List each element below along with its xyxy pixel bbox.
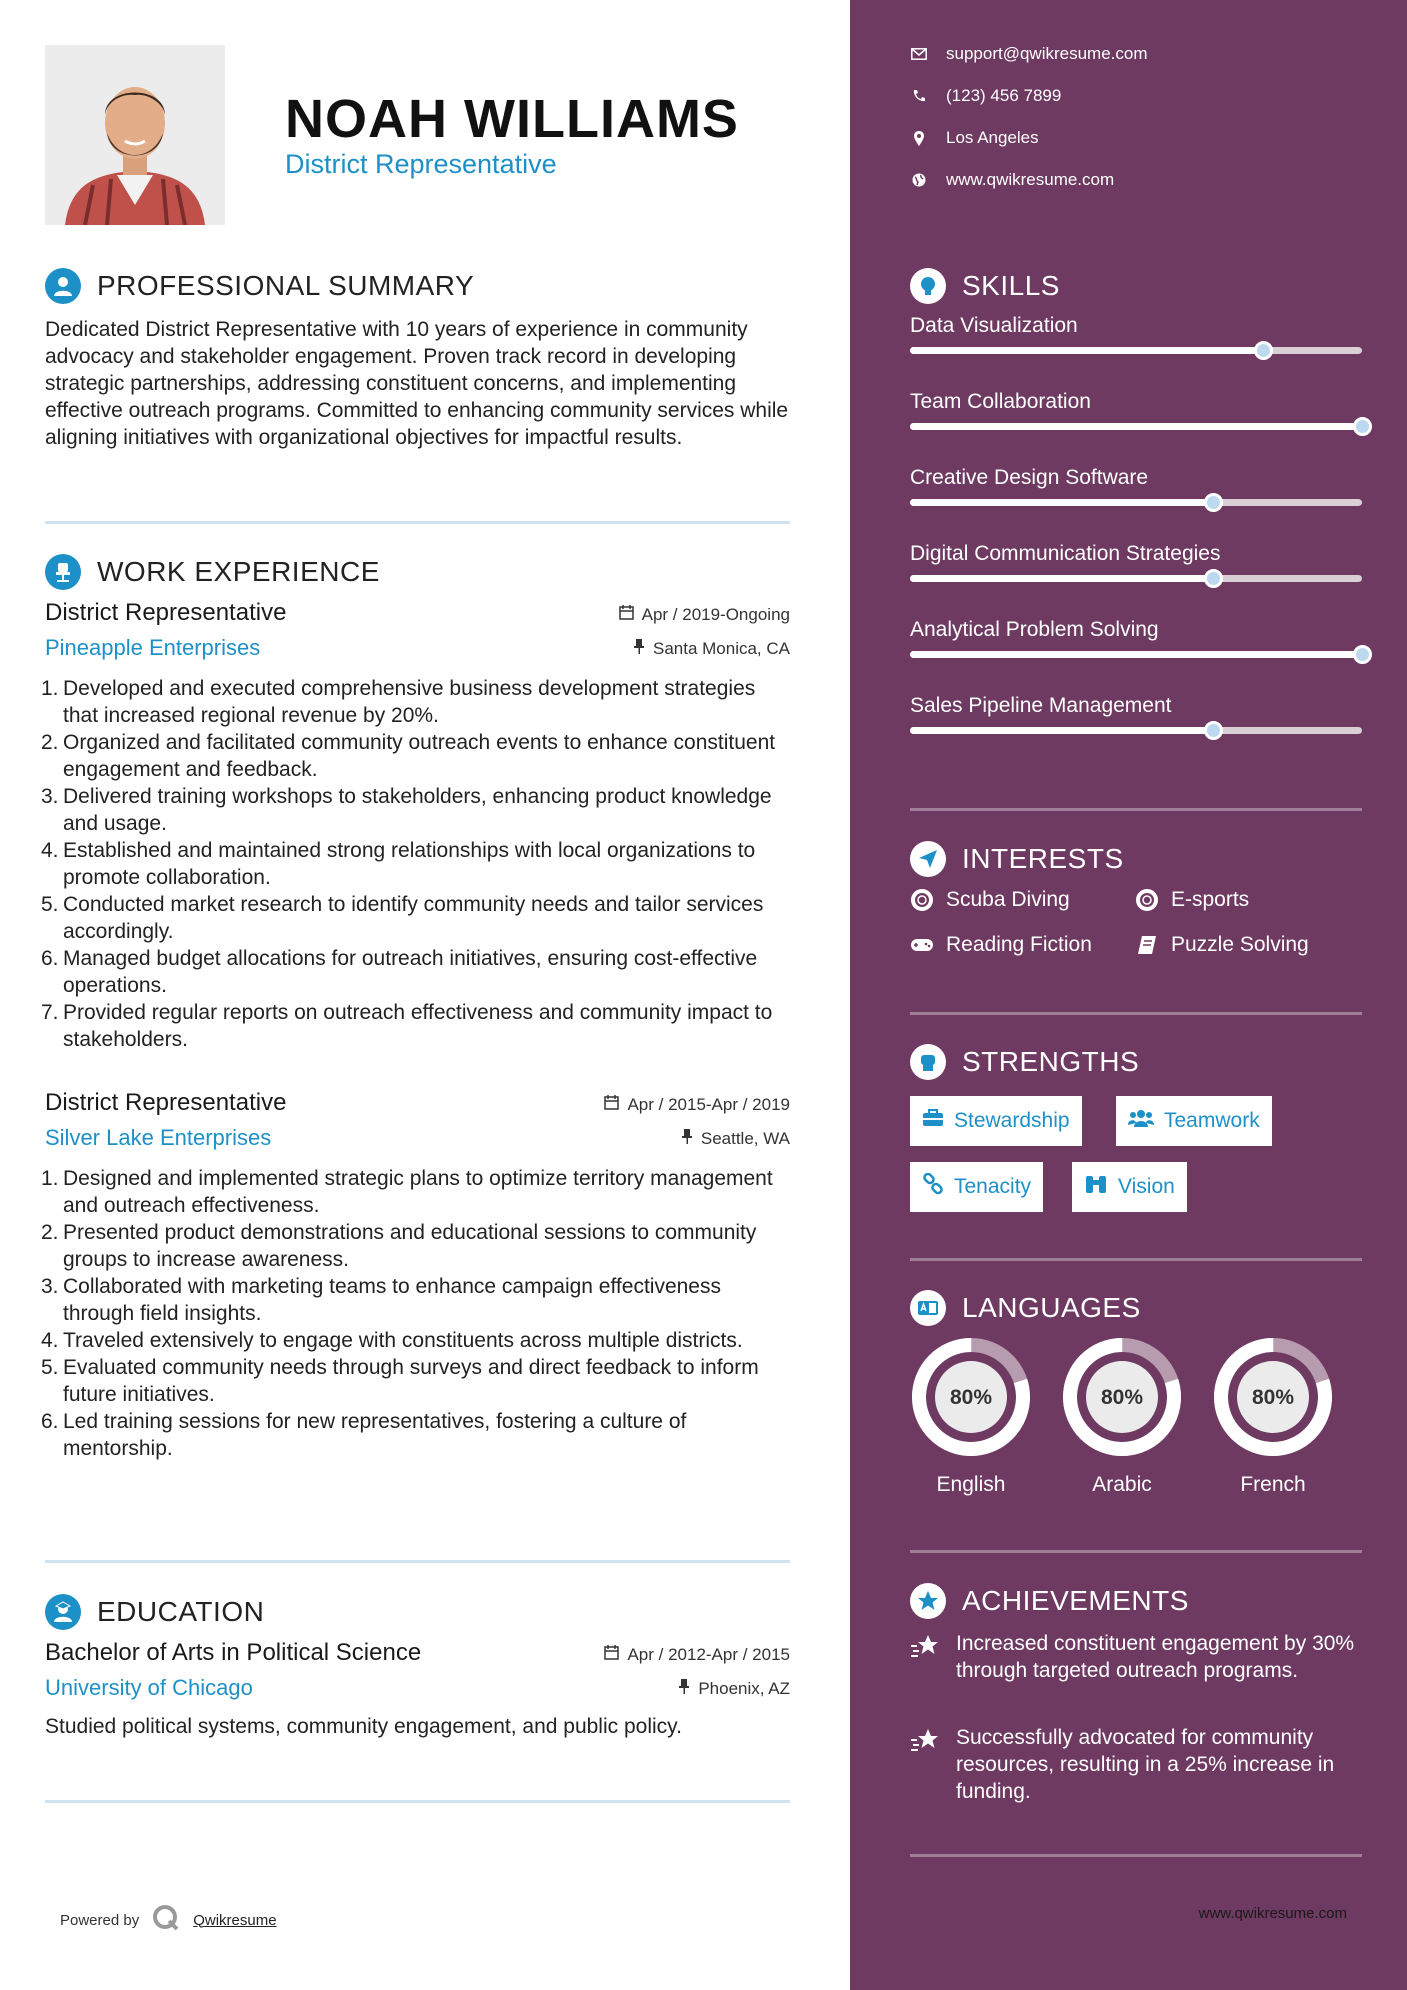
language-name: Arabic [1092, 1473, 1152, 1496]
interest-item: E-sports [1135, 888, 1249, 912]
job-entry [41, 1089, 790, 1462]
strength-chip: Stewardship [910, 1096, 1082, 1146]
phone-icon [910, 87, 928, 105]
job-entry [41, 599, 790, 1053]
book-icon [1135, 933, 1159, 957]
language-item [1061, 1336, 1183, 1497]
languages-heading: LANGUAGES [910, 1290, 1141, 1326]
graduate-icon [45, 1594, 81, 1630]
skill-name: Analytical Problem Solving [910, 618, 1159, 641]
profile-photo [45, 45, 225, 225]
job-date: Apr / 2019-Ongoing [619, 605, 790, 625]
job-location: Seattle, WA [681, 1129, 790, 1149]
school: University of Chicago [45, 1675, 253, 1700]
list-item: 7. Provided regular reports on outreach effectiveness and community impact to stakeholders. [41, 1001, 773, 1051]
section-divider [910, 1012, 1362, 1015]
gamepad-icon [910, 933, 934, 957]
list-item: 6. Managed budget allocations for outreach initiatives, ensuring cost-effective operations. [41, 947, 758, 997]
list-item: 2. Presented product demonstrations and educational sessions to community groups to increase awareness. [41, 1221, 757, 1271]
education-location: Phoenix, AZ [678, 1679, 790, 1699]
education-heading: EDUCATION [45, 1594, 264, 1630]
language-name: French [1240, 1473, 1306, 1496]
skill-item [910, 314, 1362, 338]
skill-item [910, 618, 1362, 642]
achievements-heading: ACHIEVEMENTS [910, 1583, 1189, 1619]
qwikresume-logo-icon [151, 1903, 181, 1937]
skill-bar-fill [910, 727, 1213, 734]
skill-bar [910, 499, 1362, 506]
section-divider [45, 1800, 790, 1803]
language-item [910, 1336, 1032, 1497]
section-divider [910, 1550, 1362, 1553]
star-icon [910, 1583, 946, 1619]
skill-slider-knob [1204, 493, 1223, 512]
skill-bar-fill [910, 499, 1213, 506]
job-role: District Representative [45, 599, 287, 626]
skill-bar-fill [910, 651, 1362, 658]
list-item: 4. Traveled extensively to engage with constituents across multiple districts. [41, 1329, 743, 1352]
skill-bar [910, 347, 1362, 354]
pin-icon [681, 1129, 693, 1149]
list-item: 5. Conducted market research to identify community needs and tailor services accordingly. [41, 893, 764, 943]
globe-icon [910, 171, 928, 189]
skill-name: Sales Pipeline Management [910, 694, 1172, 717]
section-divider [910, 1258, 1362, 1261]
language-progress-ring [1212, 1336, 1334, 1458]
envelope-icon [910, 45, 928, 63]
skill-name: Digital Communication Strategies [910, 542, 1221, 565]
map-marker-icon [910, 129, 928, 147]
section-divider [45, 521, 790, 524]
shooting-star-icon [910, 1728, 942, 1805]
skill-bar [910, 423, 1362, 430]
education-description: Studied political systems, community engagement, and public policy. [45, 1715, 682, 1738]
skill-item [910, 466, 1362, 490]
lifebuoy-icon [910, 888, 934, 912]
job-company: Silver Lake Enterprises [45, 1125, 272, 1150]
degree: Bachelor of Arts in Political Science [45, 1639, 422, 1666]
skill-item [910, 390, 1362, 414]
skill-name: Team Collaboration [910, 390, 1091, 413]
sidebar [850, 0, 1407, 1990]
skill-bar-fill [910, 347, 1263, 354]
language-progress-ring [910, 1336, 1032, 1458]
lightbulb-icon [910, 268, 946, 304]
interests-heading: INTERESTS [910, 841, 1124, 877]
list-item: 1. Designed and implemented strategic plans to optimize territory management and outreach effectiveness. [41, 1167, 773, 1217]
skills-heading: SKILLS [910, 268, 1060, 304]
skill-name: Creative Design Software [910, 466, 1149, 489]
binoculars-icon [1084, 1174, 1108, 1200]
skill-bar [910, 575, 1362, 582]
lifebuoy-icon [1135, 888, 1159, 912]
language-percent: 80% [1100, 1386, 1144, 1409]
skill-bar [910, 651, 1362, 658]
skill-bar-fill [910, 575, 1213, 582]
skill-slider-knob [1204, 721, 1223, 740]
briefcase-icon [922, 1109, 944, 1133]
strength-chip: Teamwork [1116, 1096, 1272, 1146]
interest-item: Reading Fiction [910, 933, 1092, 957]
skill-item [910, 542, 1362, 566]
calendar-icon [619, 605, 634, 625]
section-divider [45, 1560, 790, 1563]
user-icon [45, 268, 81, 304]
language-percent: 80% [1251, 1386, 1295, 1409]
users-icon [1128, 1109, 1154, 1133]
list-item: 3. Delivered training workshops to stakeholders, enhancing product knowledge and usage. [41, 785, 772, 835]
section-divider [910, 1854, 1362, 1857]
list-item: 5. Evaluated community needs through surveys and direct feedback to inform future initiatives. [41, 1356, 759, 1406]
education-entry [45, 1639, 790, 1740]
education-date: Apr / 2012-Apr / 2015 [604, 1645, 790, 1665]
strengths-heading: STRENGTHS [910, 1044, 1139, 1080]
skill-name: Data Visualization [910, 314, 1078, 337]
list-item: 4. Established and maintained strong relationships with local organizations to promote collaboration. [41, 839, 756, 889]
candidate-title: District Representative [285, 149, 557, 179]
pin-icon [678, 1679, 690, 1699]
calendar-icon [604, 1645, 619, 1665]
language-name: English [936, 1473, 1006, 1496]
job-company: Pineapple Enterprises [45, 635, 261, 660]
job-bullets [41, 1165, 790, 1462]
skill-bar [910, 727, 1362, 734]
language-percent: 80% [949, 1386, 993, 1409]
job-role: District Representative [45, 1089, 287, 1116]
link-icon [922, 1173, 944, 1201]
job-location: Santa Monica, CA [633, 639, 790, 659]
contact-phone: (123) 456 7899 [910, 86, 1061, 106]
contact-location: Los Angeles [910, 128, 1039, 148]
interest-item: Scuba Diving [910, 888, 1070, 912]
translate-icon [910, 1290, 946, 1326]
achievement-item: Increased constituent engagement by 30% through targeted outreach programs. [910, 1630, 1370, 1684]
language-progress-ring [1061, 1336, 1183, 1458]
calendar-icon [604, 1095, 619, 1115]
candidate-name: NOAH WILLIAMS [285, 89, 739, 149]
achievement-item: Successfully advocated for community resources, resulting in a 25% increase in funding. [910, 1724, 1370, 1805]
summary-text: Dedicated District Representative with 10 years of experience in community advocacy and stakeholder engagement. Proven track record in developing strategic partnerships, addressing constituent concerns, and implementing effective outreach programs. Committed to enhancing community services while aligning initiatives with organizational objectives for impactful results. [45, 318, 789, 449]
fist-icon [910, 1044, 946, 1080]
brand-link[interactable]: Qwikresume [193, 1911, 277, 1929]
footer-url[interactable]: www.qwikresume.com [1198, 1905, 1347, 1922]
strength-chip: Tenacity [910, 1162, 1043, 1212]
language-item [1212, 1336, 1334, 1497]
powered-by: Powered by Qwikresume [60, 1903, 277, 1937]
strength-chip: Vision [1072, 1162, 1187, 1212]
list-item: 3. Collaborated with marketing teams to enhance campaign effectiveness through field insights. [41, 1275, 721, 1325]
skill-slider-knob [1353, 417, 1372, 436]
skill-slider-knob [1254, 341, 1273, 360]
interest-item: Puzzle Solving [1135, 933, 1309, 957]
list-item: 6. Led training sessions for new representatives, fostering a culture of mentorship. [41, 1410, 687, 1460]
contact-website: www.qwikresume.com [910, 170, 1114, 190]
job-bullets [41, 675, 790, 1053]
skill-item [910, 694, 1362, 718]
paper-plane-icon [910, 841, 946, 877]
experience-heading: WORK EXPERIENCE [45, 554, 380, 590]
skill-slider-knob [1353, 645, 1372, 664]
pin-icon [633, 639, 645, 659]
shooting-star-icon [910, 1634, 942, 1684]
office-chair-icon [45, 554, 81, 590]
summary-heading: PROFESSIONAL SUMMARY [45, 268, 474, 304]
contact-email: support@qwikresume.com [910, 44, 1148, 64]
list-item: 2. Organized and facilitated community outreach events to enhance constituent engagement and feedback. [41, 731, 776, 781]
list-item: 1. Developed and executed comprehensive business development strategies that increased regional revenue by 20%. [41, 677, 756, 727]
skill-bar-fill [910, 423, 1362, 430]
skill-slider-knob [1204, 569, 1223, 588]
section-divider [910, 808, 1362, 811]
job-date: Apr / 2015-Apr / 2019 [604, 1095, 790, 1115]
